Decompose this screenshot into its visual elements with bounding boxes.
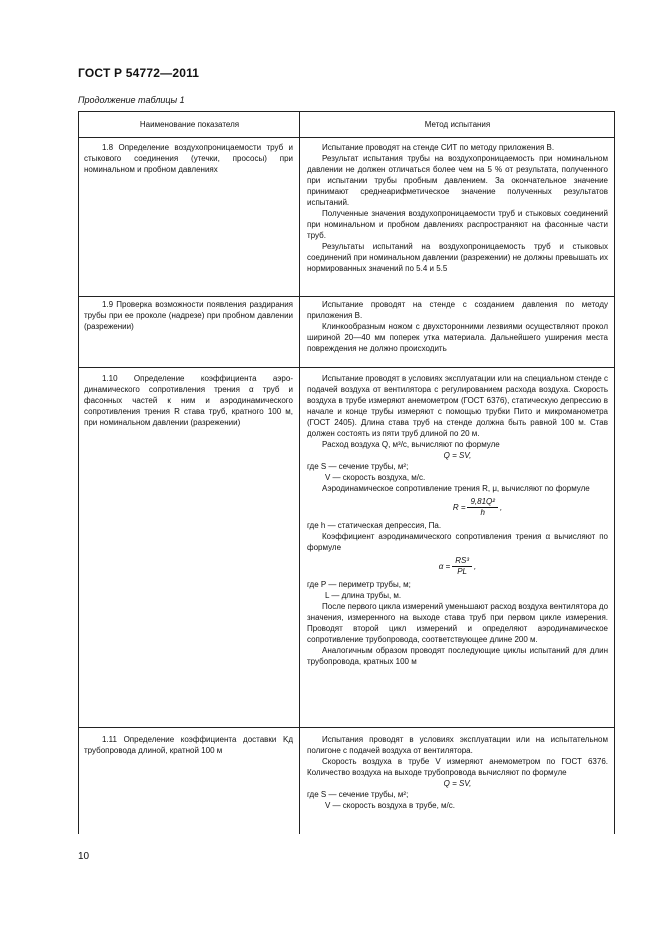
table-row-1-11-method: Испытания проводят в условиях эксплуатации или на испытательном полигоне с подачей воздуха от вентилятора. Скорость воздуха в трубе V измеряют анемометром по ГОСТ 6376. Количество воздуха на выходе трубопровода вычисляют по формуле Q = SV, где S — сечение трубы, м²; V — скорость воздуха в трубе, м/с. xyxy=(307,735,608,810)
table-row-1-10-indicator: 1.10 Определение коэффициента аэродинамического сопротивления трения α труб и фасонных частей к ним и аэродинамического сопротивления трения R става труб, кратного 100 м, при номинальном давлении (разрежении) xyxy=(84,374,293,427)
friction-coefficient-formula: α = $\frac{\text{RS³}}{PL}$ , xyxy=(438,555,477,576)
table-row-1-8-method: Испытание проводят на стенде СИТ по методу приложения В. Результат испытания трубы на воздухопроницаемость при номинальном давлении не должен отличаться более чем на 5 % от результата, полученного при испытании трубы пробным давлением. За окончательное значение принимают среднеарифметическое значение полученных результатов испытаний. Полученные значения воздухопроницаемости труб и стыковых соединений при номинальном и пробном давлениях распространяют на фасонные части труб. Результаты испытаний на воздухопроницаемость труб и стыковых соединений при номинальном давлении (разрежении) не должны превышать их нормированных значений по 5.4 и 5.5 xyxy=(307,143,608,273)
table-row-1-8-indicator: 1.8 Определение воздухопроницаемости труб и стыкового соединения (утечки, прососы) при номинальном и пробном давлениях xyxy=(84,143,293,174)
document-title: ГОСТ Р 54772—2011 xyxy=(78,66,200,80)
table-row-1-10-method: Испытание проводят в условиях эксплуатации или на специальном стенде с подачей воздуха от вентилятора с регулированием расхода воздуха. Скорость воздуха в трубе измеряют анемометром (ГОСТ 6376), статическую депрессию в начале и конце трубы измеряют с помощью трубки Пито и микроманометра (ГОСТ 2405). Длина става труб на стенде должна быть равной 100 м. Став должен состоять из пяти труб длиной по 20 м. Расход воздуха Q, м³/с, вычисляют по формуле Q = SV, где S — сечение трубы, м²; V — скорость воздуха, м/с. Аэродинамическое сопротивление трения R, μ, вычисляют по формуле R = $\frac{\text{9,81Q²}}{h}$ , где h — статическая депрессия, Па. Коэффициент аэродинамического сопротивления трения α вычисляют по формуле α = $\frac{\text{RS³}}{PL}$ , где P — периметр трубы, м; L — длина трубы, м. После первого цикла измерений уменьшают расход воздуха вентилятора до значения, измеренного на выходе става труб при первом цикле измерения. Проводят второй цикл измерений и определяют аэродинамическое сопротивление трубопровода, соответствующее длине 200 м. Аналогичным образом проводят последующие циклы испытаний для длин трубопровода, кратных 100 м xyxy=(307,374,609,666)
resistance-formula: R = $\frac{\text{9,81Q²}}{h}$ , xyxy=(452,496,503,517)
table-row-1-11-indicator: 1.11 Определение коэффициента доставки Kд трубопровода длиной, кратной 100 м xyxy=(84,735,293,755)
column-header-indicator: Наименование показателя xyxy=(139,120,240,129)
flow-formula: Q = SV, xyxy=(443,451,472,460)
flow-formula-2: Q = SV, xyxy=(443,779,472,788)
page-number: 10 xyxy=(78,851,90,862)
table-row-1-9-indicator: 1.9 Проверка возможности появления раздирания трубы при ее проколе (надрезе) при пробном давлении (разрежении) xyxy=(84,300,293,331)
table-continuation-caption: Продолжение таблицы 1 xyxy=(78,95,185,105)
table-row-1-9-method: Испытание проводят на стенде с созданием давления по методу приложения В. Клинкообразным ножом с двухсторонними лезвиями осуществляют прокол шириной 20—40 мм поперек утка материала. Дальнейшего уширения места повреждения не должно происходить xyxy=(307,300,608,353)
column-header-test-method: Метод испытания xyxy=(424,120,491,129)
